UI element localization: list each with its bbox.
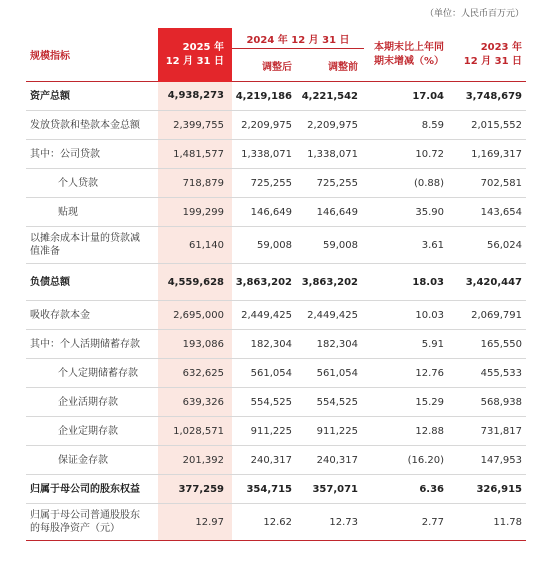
- cell-2025: 639,326: [158, 388, 232, 417]
- header-2025-line2: 12 月 31 日: [165, 55, 224, 67]
- cell-2025: 4,559,628: [158, 264, 232, 301]
- row-label-text: 保证金存款: [58, 454, 108, 466]
- cell-2024-adjusted: 911,225: [232, 417, 298, 446]
- table-row: [26, 140, 526, 169]
- row-label: [26, 301, 158, 330]
- cell-change: (16.20): [364, 446, 450, 475]
- cell-2024-adjusted: 354,715: [232, 475, 298, 504]
- cell-2025: 193,086: [158, 330, 232, 359]
- cell-change: 12.76: [364, 359, 450, 388]
- table-row: [26, 111, 526, 140]
- row-label-text: 贴现: [58, 206, 78, 218]
- cell-2023: 11.78: [450, 504, 526, 541]
- cell-2024-adjusted: 725,255: [232, 169, 298, 198]
- row-label-text: 以摊余成本计量的贷款减: [30, 233, 140, 244]
- header-2023-line2: 12 月 31 日: [463, 55, 523, 67]
- row-label-text: 其中：公司贷款: [30, 148, 100, 160]
- cell-2024-adjusted: 1,338,071: [232, 140, 298, 169]
- row-label: [26, 169, 158, 198]
- row-label: [26, 264, 158, 301]
- header-change-line2: 期末增减（%）: [373, 55, 445, 67]
- row-label: [26, 417, 158, 446]
- row-label: [26, 359, 158, 388]
- table-row: [26, 359, 526, 388]
- table-row: [26, 227, 526, 264]
- cell-2023: 3,748,679: [450, 82, 526, 111]
- row-label-text: 个人定期储蓄存款: [58, 367, 138, 379]
- cell-change: 2.77: [364, 504, 450, 541]
- header-2024-before: 调整前: [298, 49, 364, 82]
- cell-2023: 2,015,552: [450, 111, 526, 140]
- cell-2024-adjusted: 3,863,202: [232, 264, 298, 301]
- table-row-total-liabilities: [26, 264, 526, 301]
- table-row: [26, 417, 526, 446]
- row-label-text: 个人贷款: [58, 177, 98, 189]
- row-label: [26, 198, 158, 227]
- cell-2023: 568,938: [450, 388, 526, 417]
- cell-2024-before: 146,649: [298, 198, 364, 227]
- table-row: [26, 388, 526, 417]
- header-2024-adjusted: 调整后: [232, 49, 298, 82]
- table-row: [26, 301, 526, 330]
- cell-2024-before: 561,054: [298, 359, 364, 388]
- row-label-text: 归属于母公司普通股股东: [30, 510, 140, 521]
- cell-2024-before: 357,071: [298, 475, 364, 504]
- header-change-line1: 本期末比上年同: [374, 41, 445, 53]
- row-label: [26, 140, 158, 169]
- row-label: [26, 227, 158, 264]
- header-2023-line1: 2023 年: [480, 41, 523, 53]
- cell-2024-before: 4,221,542: [298, 82, 364, 111]
- cell-2024-adjusted: 561,054: [232, 359, 298, 388]
- row-label-text: 其中：个人活期储蓄存款: [30, 338, 140, 350]
- table-row: [26, 446, 526, 475]
- unit-note: （单位：人民币百万元）: [424, 9, 524, 19]
- cell-2023: 2,069,791: [450, 301, 526, 330]
- cell-2025: 377,259: [158, 475, 232, 504]
- cell-2025: 632,625: [158, 359, 232, 388]
- cell-change: 6.36: [364, 475, 450, 504]
- row-label-text: 资产总额: [30, 90, 70, 102]
- cell-2024-before: 725,255: [298, 169, 364, 198]
- row-label: [26, 82, 158, 111]
- row-label-text: 吸收存款本金: [30, 309, 90, 321]
- cell-2024-before: 12.73: [298, 504, 364, 541]
- cell-2025: 199,299: [158, 198, 232, 227]
- cell-2024-before: 3,863,202: [298, 264, 364, 301]
- table-row: [26, 330, 526, 359]
- cell-change: 5.91: [364, 330, 450, 359]
- cell-2024-adjusted: 240,317: [232, 446, 298, 475]
- cell-2024-before: 1,338,071: [298, 140, 364, 169]
- header-change: [364, 28, 450, 82]
- row-label-text: 企业定期存款: [58, 425, 118, 437]
- cell-change: 18.03: [364, 264, 450, 301]
- cell-2024-adjusted: 2,449,425: [232, 301, 298, 330]
- table-row-total-assets: [26, 82, 526, 111]
- cell-2024-before: 554,525: [298, 388, 364, 417]
- cell-2024-before: 59,008: [298, 227, 364, 264]
- table-row-parent-equity: [26, 475, 526, 504]
- header-2023: [450, 28, 526, 82]
- cell-2024-before: 911,225: [298, 417, 364, 446]
- row-label: [26, 504, 158, 541]
- cell-2025: 2,399,755: [158, 111, 232, 140]
- cell-change: (0.88): [364, 169, 450, 198]
- cell-2024-adjusted: 59,008: [232, 227, 298, 264]
- cell-change: 3.61: [364, 227, 450, 264]
- cell-2023: 147,953: [450, 446, 526, 475]
- cell-2024-before: 182,304: [298, 330, 364, 359]
- cell-2025: 4,938,273: [158, 82, 232, 111]
- cell-2024-adjusted: 4,219,186: [232, 82, 298, 111]
- cell-2024-adjusted: 2,209,975: [232, 111, 298, 140]
- cell-2025: 201,392: [158, 446, 232, 475]
- cell-2024-adjusted: 12.62: [232, 504, 298, 541]
- row-label-text: 企业活期存款: [58, 396, 118, 408]
- cell-2024-before: 2,209,975: [298, 111, 364, 140]
- cell-change: 8.59: [364, 111, 450, 140]
- cell-2025: 1,028,571: [158, 417, 232, 446]
- table-row: [26, 169, 526, 198]
- cell-2023: 1,169,317: [450, 140, 526, 169]
- cell-2024-adjusted: 146,649: [232, 198, 298, 227]
- cell-2023: 143,654: [450, 198, 526, 227]
- cell-2025: 61,140: [158, 227, 232, 264]
- cell-2024-before: 240,317: [298, 446, 364, 475]
- row-label-text: 的每股净资产（元）: [30, 523, 120, 534]
- row-label-text: 发放贷款和垫款本金总额: [30, 119, 140, 131]
- cell-2025: 12.97: [158, 504, 232, 541]
- cell-change: 10.72: [364, 140, 450, 169]
- cell-2024-adjusted: 554,525: [232, 388, 298, 417]
- table-header-row: [26, 28, 526, 49]
- cell-change: 10.03: [364, 301, 450, 330]
- cell-2023: 56,024: [450, 227, 526, 264]
- row-label: [26, 475, 158, 504]
- cell-2025: 1,481,577: [158, 140, 232, 169]
- row-label-text: 负债总额: [30, 276, 70, 288]
- cell-2025: 718,879: [158, 169, 232, 198]
- row-label: [26, 388, 158, 417]
- header-2025: [158, 28, 232, 82]
- cell-2023: 455,533: [450, 359, 526, 388]
- cell-2023: 731,817: [450, 417, 526, 446]
- header-2024: 2024 年 12 月 31 日: [232, 28, 364, 49]
- cell-2023: 3,420,447: [450, 264, 526, 301]
- row-label: [26, 111, 158, 140]
- cell-2025: 2,695,000: [158, 301, 232, 330]
- cell-2023: 326,915: [450, 475, 526, 504]
- row-label: [26, 330, 158, 359]
- header-indicator: 规模指标: [26, 28, 158, 82]
- cell-change: 12.88: [364, 417, 450, 446]
- cell-2024-adjusted: 182,304: [232, 330, 298, 359]
- cell-2024-before: 2,449,425: [298, 301, 364, 330]
- cell-change: 35.90: [364, 198, 450, 227]
- cell-2023: 702,581: [450, 169, 526, 198]
- row-label-text: 值准备: [30, 246, 60, 257]
- header-2025-line1: 2025 年: [182, 41, 224, 53]
- cell-change: 17.04: [364, 82, 450, 111]
- cell-2023: 165,550: [450, 330, 526, 359]
- table-row: [26, 504, 526, 541]
- table-row: [26, 198, 526, 227]
- row-label-text: 归属于母公司的股东权益: [30, 483, 140, 495]
- scale-indicators-table: [26, 28, 526, 541]
- row-label: [26, 446, 158, 475]
- cell-change: 15.29: [364, 388, 450, 417]
